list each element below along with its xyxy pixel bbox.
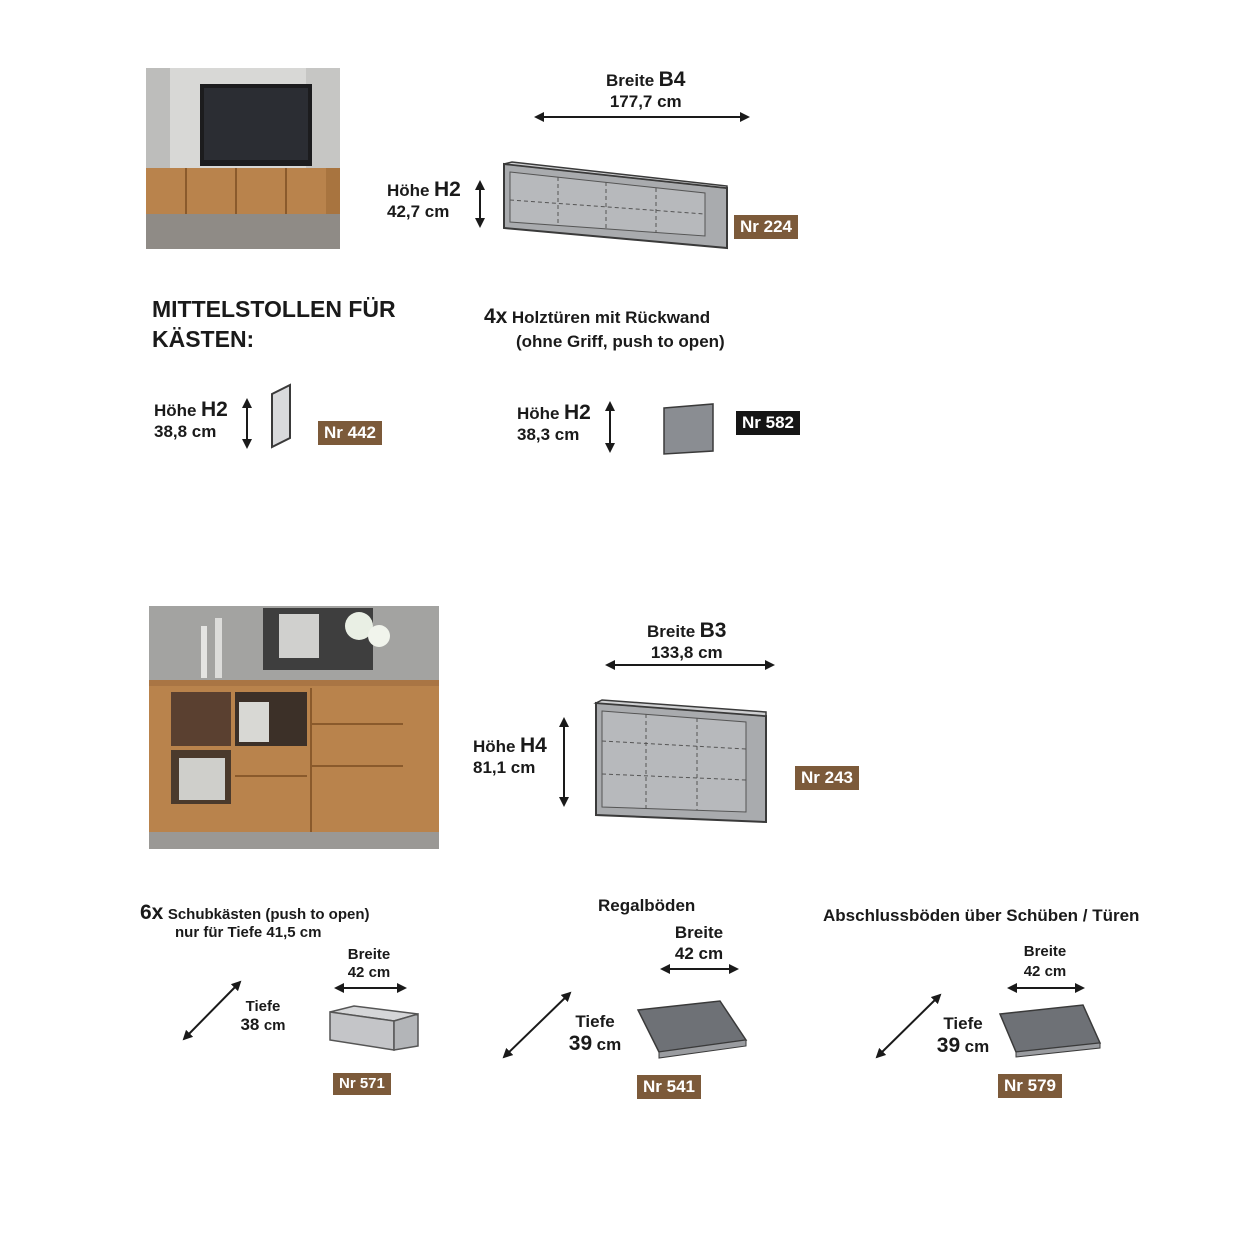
drawers-count: 6x xyxy=(140,901,164,924)
depth-unit: cm xyxy=(263,1017,286,1034)
depth-word: Tiefe xyxy=(245,998,281,1015)
drawer-badge: Nr 571 xyxy=(333,1073,391,1095)
article-badge: Nr 224 xyxy=(734,215,798,239)
width-value: 133,8 cm xyxy=(650,643,723,662)
shelf-width-label xyxy=(668,922,730,964)
drawers-title xyxy=(140,901,370,925)
drawers-title-line2: nur für Tiefe 41,5 cm xyxy=(175,924,322,941)
width-code: B4 xyxy=(658,68,686,91)
depth-value: 39 xyxy=(568,1032,593,1055)
width-code: B3 xyxy=(699,619,727,642)
width-word: Breite xyxy=(347,946,391,963)
tv-lowboard-photo xyxy=(146,68,340,249)
top-boards-title: Abschlussböden über Schüben / Türen xyxy=(823,906,1140,925)
height-value: 42,7 cm xyxy=(387,202,450,221)
width-label-b3 xyxy=(647,619,727,663)
height-code: H4 xyxy=(519,734,547,757)
width-word: Breite xyxy=(606,71,655,90)
doors-title xyxy=(484,305,710,329)
top-board-drawing xyxy=(1000,1005,1100,1057)
height-value: 38,3 cm xyxy=(517,425,580,444)
divider-panel-drawing xyxy=(272,385,290,447)
depth-value: 39 xyxy=(936,1034,961,1057)
height-code: H2 xyxy=(563,401,591,424)
doors-title-line2: (ohne Griff, push to open) xyxy=(516,332,725,351)
shelves-title: Regalböden xyxy=(598,896,696,915)
height-value: 38,8 cm xyxy=(154,422,217,441)
height-label-h4 xyxy=(473,734,547,778)
depth-word: Tiefe xyxy=(575,1012,615,1031)
height-value: 81,1 cm xyxy=(473,758,536,777)
divider-badge: Nr 442 xyxy=(318,421,382,445)
shelf-board-drawing xyxy=(638,1001,746,1058)
lowboard-drawing xyxy=(504,162,727,248)
width-value: 42 cm xyxy=(347,964,391,981)
depth-unit: cm xyxy=(596,1035,622,1054)
door-badge: Nr 582 xyxy=(736,411,800,435)
depth-unit: cm xyxy=(964,1037,990,1056)
width-word: Breite xyxy=(1023,943,1067,960)
divider-height-label xyxy=(154,398,228,442)
height-word: Höhe xyxy=(387,181,430,200)
width-value: 42 cm xyxy=(674,944,724,963)
top-board-depth-label xyxy=(928,1014,998,1058)
cabinet-drawing xyxy=(596,700,766,822)
divider-title xyxy=(152,294,396,354)
shelf-badge: Nr 541 xyxy=(637,1075,701,1099)
width-value: 42 cm xyxy=(1023,963,1067,980)
depth-arrow-drawer xyxy=(184,982,240,1039)
top-board-badge: Nr 579 xyxy=(998,1074,1062,1098)
height-word: Höhe xyxy=(154,401,197,420)
height-word: Höhe xyxy=(473,737,516,756)
width-word: Breite xyxy=(674,923,724,942)
width-label-b4 xyxy=(606,68,686,112)
drawer-width-label xyxy=(345,946,393,982)
height-word: Höhe xyxy=(517,404,560,423)
depth-word: Tiefe xyxy=(943,1014,983,1033)
depth-value: 38 xyxy=(240,1015,260,1034)
divider-title-line2: KÄSTEN: xyxy=(152,326,255,352)
height-code: H2 xyxy=(433,178,461,201)
doors-count: 4x xyxy=(484,305,508,328)
shelf-depth-label xyxy=(560,1012,630,1056)
divider-title-line1: MITTELSTOLLEN FÜR xyxy=(152,296,396,322)
sideboard-photo xyxy=(149,606,439,849)
width-value: 177,7 cm xyxy=(609,92,682,111)
doors-title-line1: Holztüren mit Rückwand xyxy=(511,308,711,327)
width-word: Breite xyxy=(647,622,696,641)
drawer-drawing xyxy=(330,1006,418,1050)
height-label-h2 xyxy=(387,178,461,222)
top-board-width-label xyxy=(1014,942,1076,982)
cabinet-badge: Nr 243 xyxy=(795,766,859,790)
height-code: H2 xyxy=(200,398,228,421)
drawers-title-line1: Schubkästen (push to open) xyxy=(167,906,370,923)
door-panel-drawing xyxy=(664,404,713,454)
drawer-depth-label xyxy=(233,998,293,1035)
door-height-label xyxy=(517,401,591,445)
